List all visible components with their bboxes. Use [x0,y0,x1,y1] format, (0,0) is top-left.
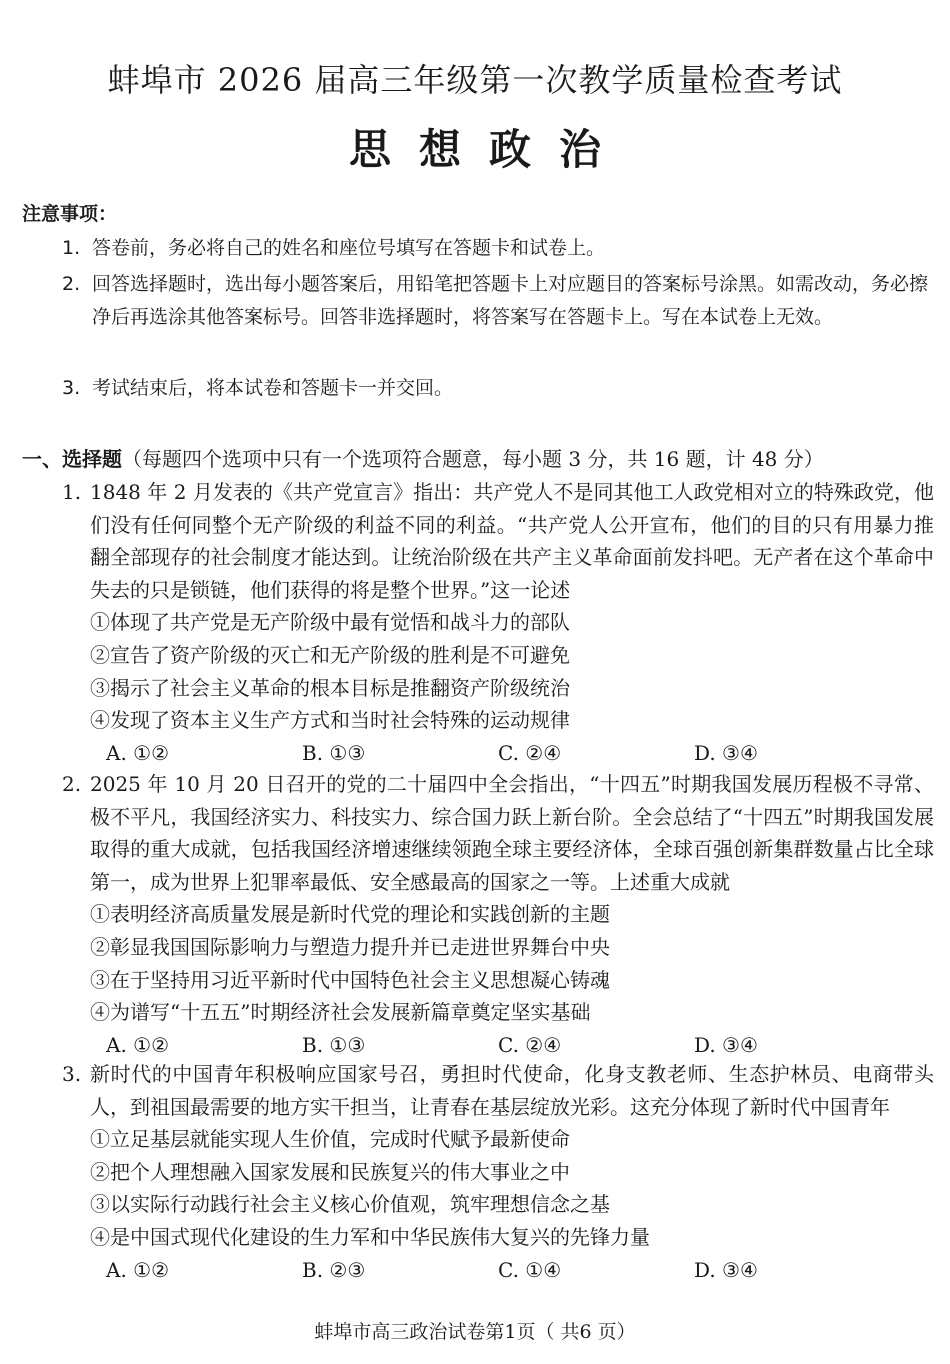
choice-d: D. ③④ [694,1257,758,1282]
choice-b: B. ①③ [302,1032,366,1057]
question-stem: 2025 年 10 月 20 日召开的党的二十届四中全会指出，“十四五”时期我国发展历程极不寻常、极不平凡，我国经济实力、科技实力、综合国力跃上新台阶。全会总结了“十四五”时期我国发展取得的重大成就，包括我国经济增速继续领跑全球主要经济体，全球百强创新集群数量占比全球第一，成为世界上犯罪率最低、安全感最高的国家之一等。上述重大成就 [90,772,934,894]
question-1 [62,476,934,769]
section-title: 一、选择题 [22,447,122,471]
statement-option: ④为谱写“十五五”时期经济社会发展新篇章奠定坚实基础 [90,1000,591,1025]
note-text: 回答选择题时，选出每小题答案后，用铅笔把答题卡上对应题目的答案标号涂黑。如需改动，务必擦净后再选涂其他答案标号。回答非选择题时，将答案写在答题卡上。写在本试卷上无效。 [92,273,929,328]
section-heading [22,444,824,474]
choice-c: C. ①④ [498,1257,562,1282]
note-item [62,232,932,265]
question-2 [62,768,934,1061]
statement-option: ①表明经济高质量发展是新时代党的理论和实践创新的主题 [90,902,610,927]
statement-option: ②宣告了资产阶级的灭亡和无产阶级的胜利是不可避免 [90,642,570,667]
statement-option: ②彰显我国国际影响力与塑造力提升并已走进世界舞台中央 [90,934,610,959]
note-number: 2. [62,273,81,295]
section-instruction: （每题四个选项中只有一个选项符合题意，每小题 3 分，共 16 题，计 48 分） [122,447,824,471]
statement-option: ③以实际行动践行社会主义核心价值观，筑牢理想信念之基 [90,1192,610,1217]
statement-option: ③揭示了社会主义革命的根本目标是推翻资产阶级统治 [90,675,570,700]
answer-choices [106,737,934,770]
choice-d: D. ③④ [694,1032,758,1057]
choice-b: B. ①③ [302,740,366,765]
question-stem: 1848 年 2 月发表的《共产党宣言》指出：共产党人不是同其他工人政党相对立的特殊政党，他们没有任何同整个无产阶级的利益不同的利益。“共产党人公开宣布，他们的目的只有用暴力推翻全部现存的社会制度才能达到。让统治阶级在共产主义革命面前发抖吧。无产者在这个革命中失去的只是锁链，他们获得的将是整个世界。”这一论述 [90,480,934,602]
statement-option: ④是中国式现代化建设的生力军和中华民族伟大复兴的先锋力量 [90,1224,650,1249]
question-stem: 新时代的中国青年积极响应国家号召，勇担时代使命，化身支教老师、生态护林员、电商带头人，到祖国最需要的地方实干担当，让青春在基层绽放光彩。这充分体现了新时代中国青年 [90,1062,934,1119]
statement-option: ①立足基层就能实现人生价值，完成时代赋予最新使命 [90,1127,570,1152]
statement-option: ①体现了共产党是无产阶级中最有觉悟和战斗力的部队 [90,610,570,635]
statement-option: ②把个人理想融入国家发展和民族复兴的伟大事业之中 [90,1159,570,1184]
subject-title: 思想政治 [348,125,629,174]
answer-choices [106,1254,934,1287]
note-number: 3. [62,377,81,399]
note-item [62,372,932,405]
choice-c: C. ②④ [498,740,562,765]
choice-c: C. ②④ [498,1032,562,1057]
notes-heading: 注意事项： [22,203,118,225]
note-item [62,268,932,334]
question-number: 2. [62,772,82,796]
choice-b: B. ②③ [302,1257,366,1282]
choice-a: A. ①② [106,1257,170,1282]
choice-a: A. ①② [106,1032,170,1057]
note-text: 考试结束后，将本试卷和答题卡一并交回。 [92,377,454,399]
question-number: 1. [62,480,82,504]
choice-a: A. ①② [106,740,170,765]
question-number: 3. [62,1062,82,1086]
statement-option: ④发现了资本主义生产方式和当时社会特殊的运动规律 [90,708,570,733]
question-3 [62,1058,934,1286]
note-text: 答卷前，务必将自己的姓名和座位号填写在答题卡和试卷上。 [92,237,606,259]
statement-option: ③在于坚持用习近平新时代中国特色社会主义思想凝心铸魂 [90,967,610,992]
choice-d: D. ③④ [694,740,758,765]
note-number: 1. [62,237,81,259]
answer-choices [106,1029,934,1062]
page-footer: 蚌埠市高三政治试卷第1页（ 共6 页） [314,1321,636,1343]
exam-title: 蚌埠市 2026 届高三年级第一次教学质量检查考试 [107,61,843,99]
